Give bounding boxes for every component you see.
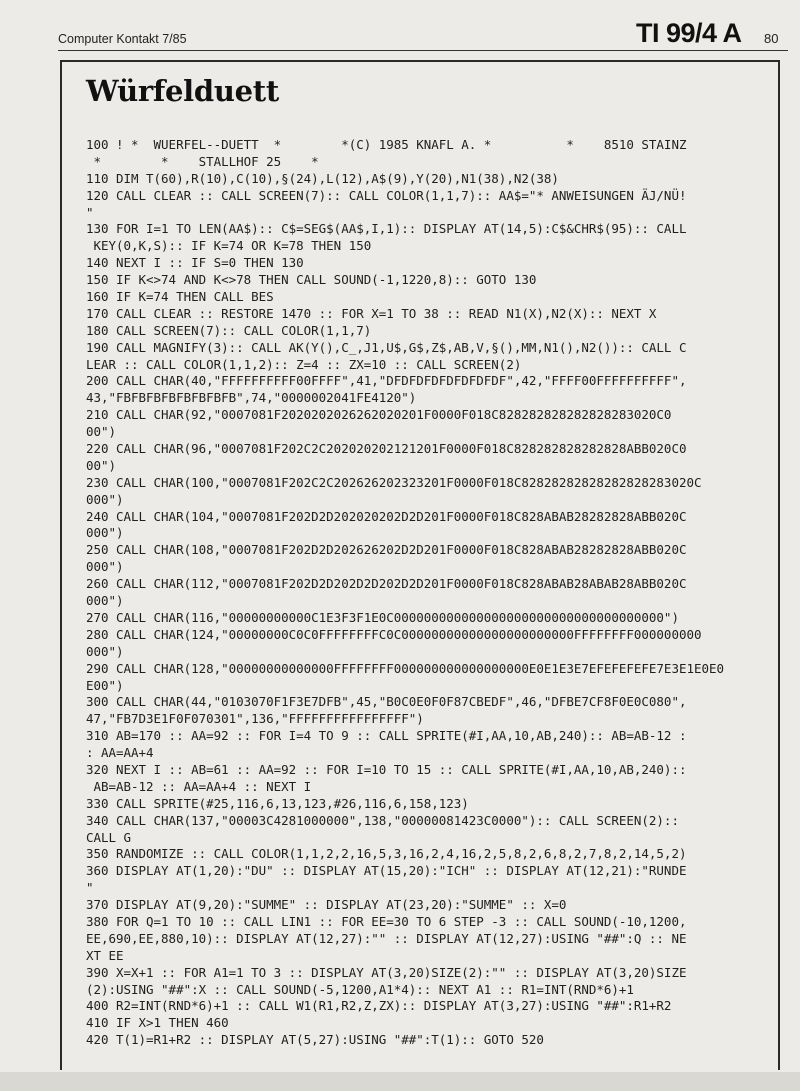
listing-line: 280 CALL CHAR(124,"00000000C0C0FFFFFFFFC0C00000000000000000000000FFFFFFFF000000000 bbox=[86, 626, 702, 642]
listing-line: 47,"FB7D3E1F0F070301",136,"FFFFFFFFFFFFFFFF") bbox=[86, 711, 424, 727]
listing-line: 150 IF K<>74 AND K<>78 THEN CALL SOUND(-1,1220,8):: GOTO 130 bbox=[86, 272, 537, 288]
listing-line: 220 CALL CHAR(96,"0007081F202C2C202020202121201F0000F018C828282828282828ABB020C0 bbox=[86, 441, 687, 457]
listing-line: 230 CALL CHAR(100,"0007081F202C2C202626202323201F0000F018C82828282828282828283020C bbox=[86, 474, 702, 490]
program-listing bbox=[86, 137, 776, 1049]
listing-line: * * STALLHOF 25 * bbox=[86, 153, 319, 169]
listing-line: 100 ! * WUERFEL--DUETT * *(C) 1985 KNAFL A. * * 8510 STAINZ bbox=[86, 137, 687, 152]
listing-line: 000") bbox=[86, 643, 124, 659]
page-number: 80 bbox=[764, 31, 779, 46]
listing-line: 00") bbox=[86, 457, 117, 473]
listing-line: 360 DISPLAY AT(1,20):"DU" :: DISPLAY AT(15,20):"ICH" :: DISPLAY AT(12,21):"RUNDE bbox=[86, 863, 687, 879]
listing-line: 350 RANDOMIZE :: CALL COLOR(1,1,2,2,16,5,3,16,2,4,16,2,5,8,2,6,8,2,7,8,2,14,5,2) bbox=[86, 846, 687, 862]
listing-line: CALL G bbox=[86, 829, 132, 845]
section-title: TI 99/4 A bbox=[636, 18, 742, 48]
listing-line: 160 IF K=74 THEN CALL BES bbox=[86, 289, 274, 305]
listing-line: 340 CALL CHAR(137,"00003C4281000000",138,"00000081423C0000"):: CALL SCREEN(2):: bbox=[86, 812, 679, 828]
listing-line: E00") bbox=[86, 677, 124, 693]
listing-line: 290 CALL CHAR(128,"00000000000000FFFFFFFF000000000000000000E0E1E3E7EFEFEFEFE7E3E1E0E0 bbox=[86, 660, 724, 676]
listing-line: 260 CALL CHAR(112,"0007081F202D2D202D2D202D2D201F0000F018C828ABAB28ABAB28ABB020C bbox=[86, 576, 687, 592]
listing-line: (2):USING "##":X :: CALL SOUND(-5,1200,A1*4):: NEXT A1 :: R1=INT(RND*6)+1 bbox=[86, 981, 634, 997]
listing-line: 310 AB=170 :: AA=92 :: FOR I=4 TO 9 :: CALL SPRITE(#I,AA,10,AB,240):: AB=AB-12 : bbox=[86, 728, 687, 744]
page-header bbox=[0, 0, 800, 56]
listing-line: 410 IF X>1 THEN 460 bbox=[86, 1015, 229, 1031]
listing-line: 210 CALL CHAR(92,"0007081F2020202026262020201F0000F018C828282828282828283020C0 bbox=[86, 407, 672, 423]
article-title: Würfelduett bbox=[86, 74, 280, 108]
listing-line: 320 NEXT I :: AB=61 :: AA=92 :: FOR I=10 TO 15 :: CALL SPRITE(#I,AA,10,AB,240):: bbox=[86, 761, 687, 777]
listing-line: EE,690,EE,880,10):: DISPLAY AT(12,27):"" :: DISPLAY AT(12,27):USING "##":Q :: NE bbox=[86, 930, 687, 946]
listing-line: 130 FOR I=1 TO LEN(AA$):: C$=SEG$(AA$,I,1):: DISPLAY AT(14,5):C$&CHR$(95):: CALL bbox=[86, 221, 687, 237]
page-bottom-edge bbox=[0, 1072, 800, 1091]
listing-line: 110 DIM T(60),R(10),C(10),§(24),L(12),A$(9),Y(20),N1(38),N2(38) bbox=[86, 170, 559, 186]
listing-line: 270 CALL CHAR(116,"00000000000C1E3F3F1E0C000000000000000000000000000000000000") bbox=[86, 609, 679, 625]
listing-line: AB=AB-12 :: AA=AA+4 :: NEXT I bbox=[86, 778, 312, 794]
listing-line: 00") bbox=[86, 424, 117, 440]
listing-line: 370 DISPLAY AT(9,20):"SUMME" :: DISPLAY AT(23,20):"SUMME" :: X=0 bbox=[86, 897, 567, 913]
listing-line: 140 NEXT I :: IF S=0 THEN 130 bbox=[86, 255, 304, 271]
listing-line: : AA=AA+4 bbox=[86, 745, 154, 761]
header-rule bbox=[58, 50, 788, 51]
listing-line: 390 X=X+1 :: FOR A1=1 TO 3 :: DISPLAY AT(3,20)SIZE(2):"" :: DISPLAY AT(3,20)SIZE bbox=[86, 964, 687, 980]
listing-line: 250 CALL CHAR(108,"0007081F202D2D202626202D2D201F0000F018C828ABAB28282828ABB020C bbox=[86, 542, 687, 558]
listing-line: 170 CALL CLEAR :: RESTORE 1470 :: FOR X=1 TO 38 :: READ N1(X),N2(X):: NEXT X bbox=[86, 305, 657, 321]
listing-line: 190 CALL MAGNIFY(3):: CALL AK(Y(),C_,J1,U$,G$,Z$,AB,V,§(),MM,N1(),N2()):: CALL C bbox=[86, 339, 687, 355]
listing-line: 000") bbox=[86, 491, 124, 507]
listing-line: 43,"FBFBFBFBFBFBFBFB",74,"0000002041FE4120") bbox=[86, 390, 417, 406]
listing-line: 380 FOR Q=1 TO 10 :: CALL LIN1 :: FOR EE=30 TO 6 STEP -3 :: CALL SOUND(-10,1200, bbox=[86, 913, 687, 929]
listing-line: 180 CALL SCREEN(7):: CALL COLOR(1,1,7) bbox=[86, 322, 372, 338]
listing-line: 400 R2=INT(RND*6)+1 :: CALL W1(R1,R2,Z,ZX):: DISPLAY AT(3,27):USING "##":R1+R2 bbox=[86, 998, 672, 1014]
listing-line: KEY(0,K,S):: IF K=74 OR K=78 THEN 150 bbox=[86, 238, 372, 254]
listing-line: LEAR :: CALL COLOR(1,1,2):: Z=4 :: ZX=10 :: CALL SCREEN(2) bbox=[86, 356, 522, 372]
listing-line: 000") bbox=[86, 525, 124, 541]
listing-line: " bbox=[86, 880, 94, 896]
magazine-issue: Computer Kontakt 7/85 bbox=[58, 32, 187, 46]
listing-line: 200 CALL CHAR(40,"FFFFFFFFFF00FFFF",41,"DFDFDFDFDFDFDFDF",42,"FFFF00FFFFFFFFFF", bbox=[86, 373, 687, 389]
listing-line: 420 T(1)=R1+R2 :: DISPLAY AT(5,27):USING "##":T(1):: GOTO 520 bbox=[86, 1032, 544, 1048]
listing-line: 330 CALL SPRITE(#25,116,6,13,123,#26,116,6,158,123) bbox=[86, 795, 469, 811]
listing-line: 000") bbox=[86, 559, 124, 575]
listing-line: 240 CALL CHAR(104,"0007081F202D2D202020202D2D201F0000F018C828ABAB28282828ABB020C bbox=[86, 508, 687, 524]
listing-line: 120 CALL CLEAR :: CALL SCREEN(7):: CALL COLOR(1,1,7):: AA$="* ANWEISUNGEN ÄJ/NÜ! bbox=[86, 187, 687, 203]
listing-line: 000") bbox=[86, 593, 124, 609]
listing-line: XT EE bbox=[86, 947, 124, 963]
listing-line: 300 CALL CHAR(44,"0103070F1F3E7DFB",45,"B0C0E0F0F87CBEDF",46,"DFBE7CF8F0E0C080", bbox=[86, 694, 687, 710]
listing-line: " bbox=[86, 204, 94, 220]
